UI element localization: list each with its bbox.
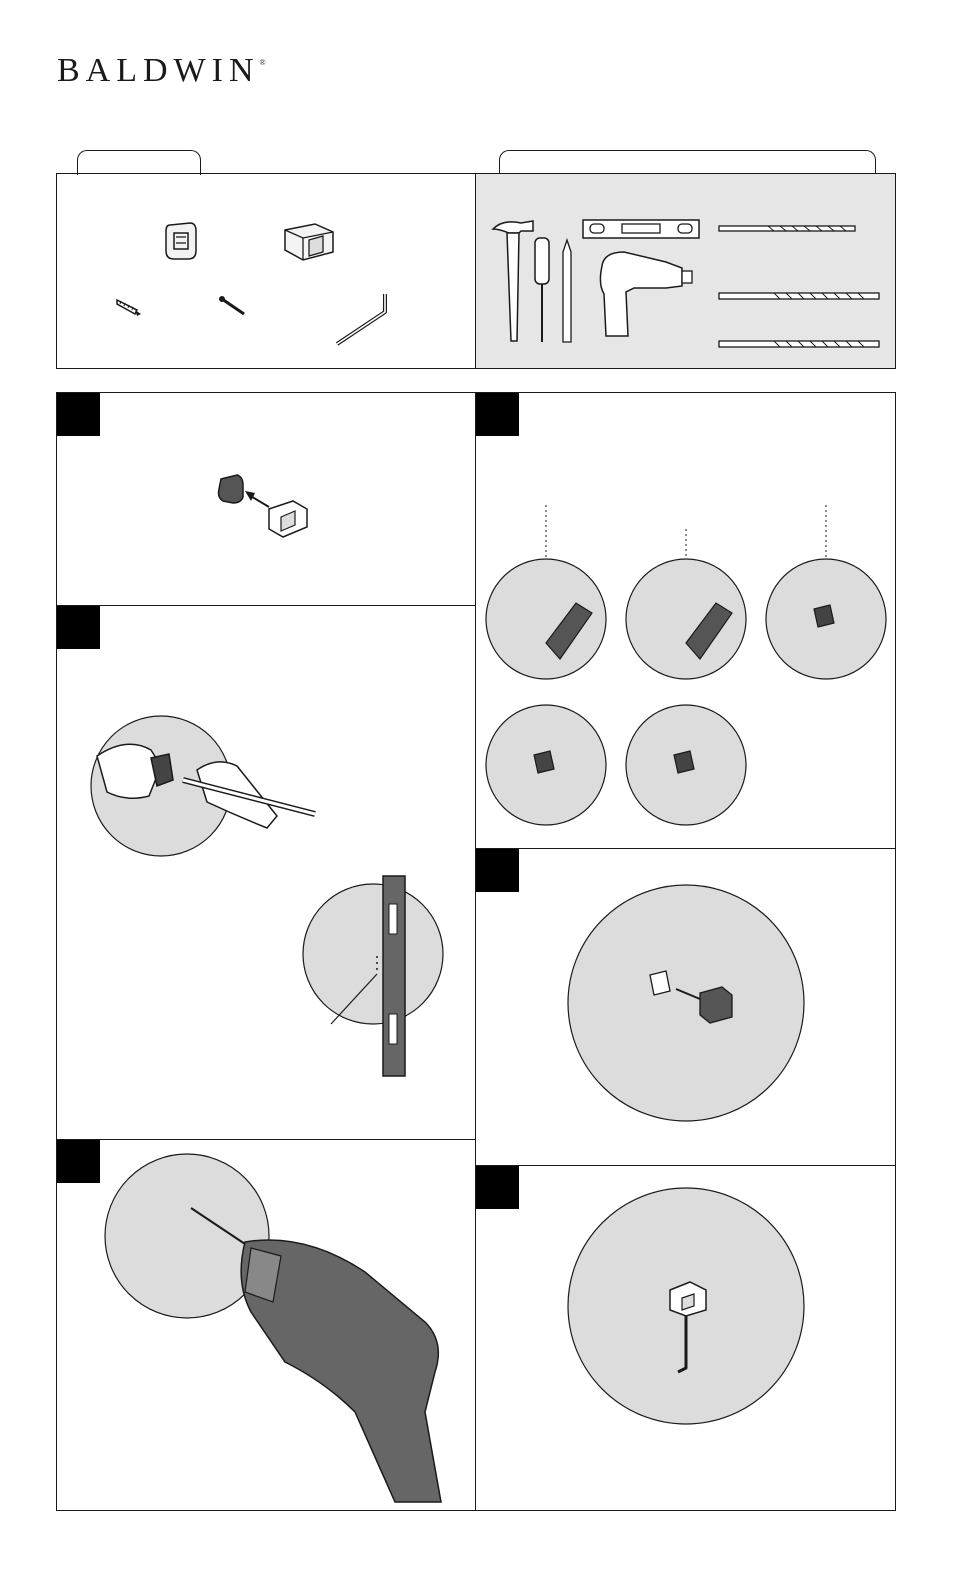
- slide-hook-onto-bracket-illustration: [566, 883, 806, 1123]
- attach-hook-illustration: [215, 471, 315, 543]
- step-6-panel: [475, 1165, 896, 1511]
- tools-tab: [499, 150, 876, 175]
- brand-name: BALDWIN: [57, 52, 260, 89]
- step-3-panel: [56, 1139, 476, 1511]
- mounting-bracket-icon: [162, 221, 202, 263]
- tighten-set-screw-illustration: [566, 1186, 806, 1426]
- step-5-panel: [475, 848, 896, 1166]
- wall-anchor-icon: [115, 296, 143, 318]
- parts-panel: [56, 173, 476, 369]
- step-3-number-box: [57, 1140, 100, 1183]
- trademark-symbol: ®: [259, 58, 266, 67]
- step-2-panel: [56, 605, 476, 1140]
- power-drill-icon: [594, 248, 694, 342]
- parts-tab: [77, 150, 201, 175]
- drill-bit-icon: [718, 338, 882, 350]
- step-1-panel: [56, 392, 476, 606]
- step-5-number-box: [476, 849, 519, 892]
- tools-panel: [475, 173, 896, 369]
- hammer-icon: [487, 217, 537, 345]
- level-icon: [582, 219, 700, 241]
- robe-hook-icon: [279, 218, 339, 264]
- install-anchors-and-bracket-illustration: [482, 503, 894, 833]
- screwdriver-icon: [531, 236, 553, 346]
- level-on-wall-illustration: [301, 874, 451, 1084]
- brand-logo: [57, 52, 266, 90]
- pencil-icon: [560, 238, 574, 346]
- step-2-number-box: [57, 606, 100, 649]
- wood-screw-icon: [219, 296, 247, 318]
- hex-key-icon: [335, 292, 395, 348]
- step-4-panel: [475, 392, 896, 849]
- drill-bit-icon: [718, 290, 882, 302]
- drill-pilot-holes-illustration: [105, 1152, 475, 1508]
- step-6-number-box: [476, 1166, 519, 1209]
- step-4-number-box: [476, 393, 519, 436]
- drill-bit-icon: [718, 223, 858, 235]
- mark-wall-position-illustration: [87, 706, 327, 876]
- step-1-number-box: [57, 393, 100, 436]
